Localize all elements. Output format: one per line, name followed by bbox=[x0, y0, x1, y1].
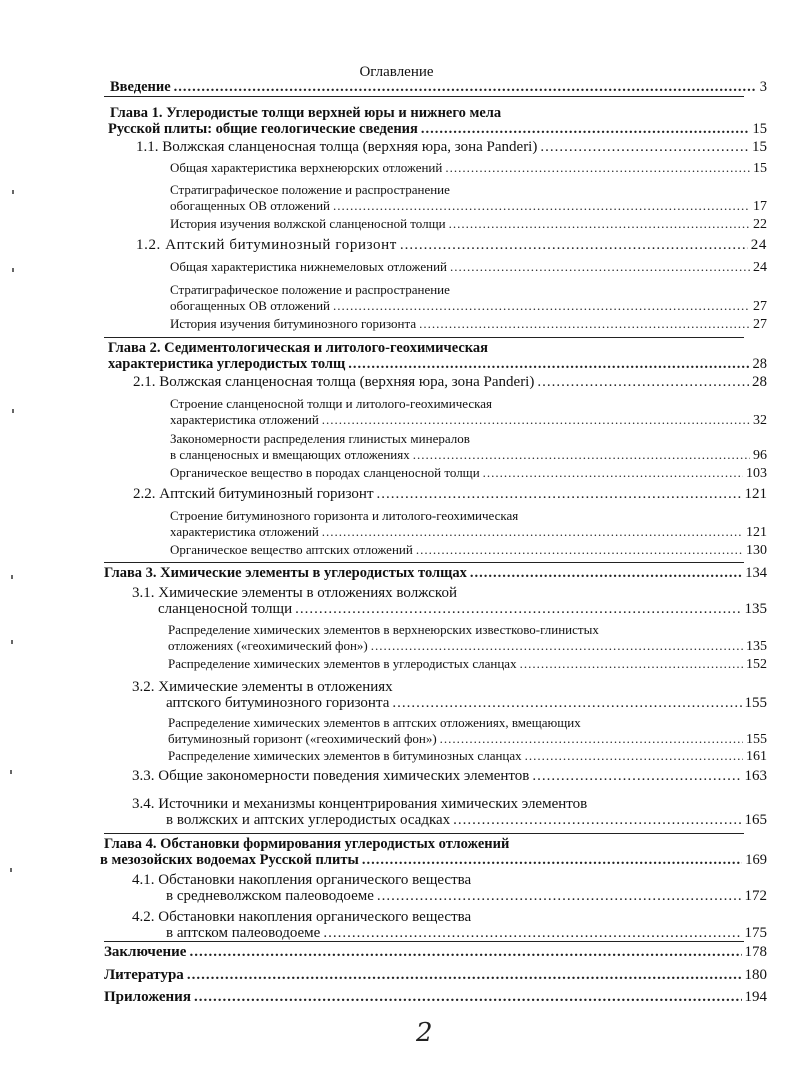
dot-leader bbox=[450, 259, 750, 275]
toc-entry-title: Строение сланценосной толщи и литолого-геохимическая bbox=[170, 396, 493, 411]
toc-entry-subsection[interactable] bbox=[170, 465, 767, 482]
toc-entry-section-3-1[interactable] bbox=[132, 585, 767, 617]
toc-entry-chapter-4[interactable] bbox=[100, 836, 767, 868]
dot-leader bbox=[377, 486, 742, 502]
toc-entry-title: Глава 4. Обстановки формирования углеродистых отложений bbox=[104, 836, 510, 852]
toc-entry-page: 163 bbox=[744, 768, 767, 784]
toc-entry-title-cont: сланценосной толщи bbox=[158, 601, 293, 617]
toc-entry-page: 22 bbox=[753, 217, 767, 232]
toc-entry-title: 3.3. Общие закономерности поведения химических элементов bbox=[132, 768, 530, 784]
toc-entry-subsection[interactable] bbox=[168, 715, 767, 748]
dot-leader bbox=[449, 216, 750, 232]
toc-entry-title-cont: в волжских и аптских углеродистых осадках bbox=[166, 812, 451, 828]
toc-entry-subsection[interactable] bbox=[170, 216, 767, 233]
toc-entry-page: 155 bbox=[746, 732, 767, 747]
handwritten-page-number: 2 bbox=[416, 1018, 433, 1048]
scan-speck bbox=[10, 770, 12, 774]
toc-entry-page: 96 bbox=[753, 448, 767, 463]
toc-entry-title-cont: в сланценосных и вмещающих отложениях bbox=[170, 447, 410, 462]
dot-leader bbox=[483, 465, 743, 481]
divider bbox=[104, 833, 744, 834]
toc-entry-page: 103 bbox=[746, 466, 767, 481]
toc-entry-title: 3.1. Химические элементы в отложениях волжской bbox=[132, 585, 457, 601]
dot-leader bbox=[470, 565, 742, 581]
toc-entry-title: Общая характеристика нижнемеловых отложений bbox=[170, 259, 448, 274]
dot-leader bbox=[453, 812, 741, 828]
dot-leader bbox=[322, 412, 750, 428]
dot-leader bbox=[525, 748, 743, 764]
dot-leader bbox=[537, 374, 749, 390]
toc-entry-page: 32 bbox=[753, 413, 767, 428]
toc-entry-subsection[interactable] bbox=[170, 396, 767, 429]
toc-entry-page: 134 bbox=[745, 565, 767, 581]
toc-entry-title: Глава 2. Седиментологическая и литолого-геохимическая bbox=[108, 340, 488, 356]
toc-entry-page: 161 bbox=[746, 749, 767, 764]
dot-leader bbox=[416, 542, 743, 558]
scan-speck bbox=[12, 409, 14, 413]
toc-entry-title-cont: обогащенных ОВ отложений bbox=[170, 298, 331, 313]
toc-entry-page: 27 bbox=[753, 299, 767, 314]
scan-speck bbox=[11, 640, 13, 644]
dot-leader bbox=[187, 967, 742, 983]
toc-entry-title: Литература bbox=[104, 967, 184, 983]
dot-leader bbox=[295, 601, 741, 617]
toc-entry-title: 1.1. Волжская сланценосная толща (верхняя юра, зона Panderi) bbox=[136, 139, 538, 155]
toc-entry-subsection[interactable] bbox=[170, 542, 767, 559]
toc-entry-section-2-1[interactable] bbox=[133, 374, 767, 390]
toc-entry-title-cont: Русской плиты: общие геологические сведения bbox=[108, 121, 418, 137]
dot-leader bbox=[392, 695, 741, 711]
dot-leader bbox=[377, 888, 742, 904]
toc-entry-title-cont: в аптском палеоводоеме bbox=[166, 925, 321, 941]
dot-leader bbox=[333, 198, 750, 214]
toc-entry-title: 2.1. Волжская сланценосная толща (верхняя юра, зона Panderi) bbox=[133, 374, 535, 390]
toc-entry-title: Закономерности распределения глинистых минералов bbox=[170, 431, 470, 446]
dot-leader bbox=[333, 298, 750, 314]
toc-entry-page: 135 bbox=[746, 639, 767, 654]
toc-entry-title: Заключение bbox=[104, 944, 187, 960]
toc-entry-section-3-4[interactable] bbox=[132, 796, 767, 828]
page-title: Оглавление bbox=[359, 64, 434, 80]
toc-entry-page: 169 bbox=[745, 852, 767, 868]
dot-leader bbox=[440, 731, 743, 747]
toc-entry-section-3-3[interactable] bbox=[132, 768, 767, 784]
toc-entry-page: 130 bbox=[746, 543, 767, 558]
toc-entry-appendices[interactable] bbox=[104, 989, 767, 1005]
toc-entry-page: 28 bbox=[752, 356, 767, 372]
toc-entry-title: 1.2. Аптский битуминозный горизонт bbox=[136, 237, 397, 253]
divider bbox=[104, 96, 744, 97]
dot-leader bbox=[520, 656, 743, 672]
toc-entry-title-cont: обогащенных ОВ отложений bbox=[170, 198, 331, 213]
dot-leader bbox=[400, 237, 748, 253]
dot-leader bbox=[540, 139, 749, 155]
dot-leader bbox=[174, 79, 757, 95]
toc-entry-subsection[interactable] bbox=[170, 431, 767, 464]
toc-entry-page: 15 bbox=[753, 161, 767, 176]
toc-entry-conclusion[interactable] bbox=[104, 944, 767, 960]
toc-entry-page: 152 bbox=[746, 657, 767, 672]
toc-entry-title: 4.2. Обстановки накопления органического вещества bbox=[132, 909, 472, 925]
toc-entry-section-1-2[interactable] bbox=[136, 237, 767, 253]
toc-entry-chapter-1[interactable] bbox=[110, 105, 767, 137]
toc-entry-page: 24 bbox=[750, 237, 767, 253]
toc-entry-title: Общая характеристика верхнеюрских отложений bbox=[170, 160, 443, 175]
toc-entry-page: 28 bbox=[752, 374, 767, 390]
toc-entry-page: 175 bbox=[744, 925, 767, 941]
scan-speck bbox=[12, 268, 14, 272]
toc-entry-page: 194 bbox=[744, 989, 767, 1005]
toc-entry-title: Распределение химических элементов в аптских отложениях, вмещающих bbox=[168, 715, 581, 730]
toc-entry-subsection[interactable] bbox=[168, 748, 767, 765]
toc-entry-title-cont: характеристика отложений bbox=[170, 524, 319, 539]
toc-entry-page: 172 bbox=[744, 888, 767, 904]
toc-entry-title: История изучения битуминозного горизонта bbox=[170, 316, 417, 331]
toc-entry-subsection[interactable] bbox=[170, 160, 767, 177]
dot-leader bbox=[445, 160, 750, 176]
toc-entry-section-3-2[interactable] bbox=[132, 679, 767, 711]
toc-entry-title: История изучения волжской сланценосной толщи bbox=[170, 216, 446, 231]
toc-entry-title: Органическое вещество в породах сланценосной толщи bbox=[170, 465, 480, 480]
toc-entry-subsection[interactable] bbox=[170, 508, 767, 541]
toc-entry-page: 155 bbox=[744, 695, 767, 711]
toc-entry-section-1-1[interactable] bbox=[136, 139, 767, 155]
toc-entry-title: Строение битуминозного горизонта и литолого-геохимическая bbox=[170, 508, 519, 523]
dot-leader bbox=[323, 925, 741, 941]
toc-entry-subsection[interactable] bbox=[168, 656, 767, 673]
toc-entry-page: 165 bbox=[744, 812, 767, 828]
toc-entry-page: 121 bbox=[744, 486, 767, 502]
toc-entry-page: 135 bbox=[744, 601, 767, 617]
dot-leader bbox=[189, 944, 741, 960]
dot-leader bbox=[371, 638, 743, 654]
toc-entry-title-cont: в средневолжском палеоводоеме bbox=[166, 888, 374, 904]
toc-entry-subsection[interactable] bbox=[168, 622, 767, 655]
toc-entry-section-4-1[interactable] bbox=[132, 872, 767, 904]
toc-entry-title-cont: отложениях («геохимический фон») bbox=[168, 638, 368, 653]
dot-leader bbox=[194, 989, 742, 1005]
toc-entry-page: 3 bbox=[759, 79, 767, 95]
dot-leader bbox=[322, 524, 743, 540]
dot-leader bbox=[532, 768, 741, 784]
toc-entry-literature[interactable] bbox=[104, 967, 767, 983]
toc-entry-introduction[interactable] bbox=[110, 79, 767, 95]
dot-leader bbox=[419, 316, 750, 332]
toc-entry-title-cont: аптского битуминозного горизонта bbox=[166, 695, 390, 711]
toc-entry-title-cont: битуминозный горизонт («геохимический фон») bbox=[168, 731, 437, 746]
toc-entry-title: 3.4. Источники и механизмы концентрирования химических элементов bbox=[132, 796, 588, 812]
toc-entry-title: Органическое вещество аптских отложений bbox=[170, 542, 413, 557]
toc-entry-subsection[interactable] bbox=[170, 282, 767, 315]
toc-entry-section-4-2[interactable] bbox=[132, 909, 767, 941]
toc-entry-title: Глава 1. Углеродистые толщи верхней юры и нижнего мела bbox=[110, 105, 502, 121]
toc-entry-page: 27 bbox=[753, 317, 767, 332]
toc-entry-page: 121 bbox=[746, 525, 767, 540]
toc-entry-title-cont: в мезозойских водоемах Русской плиты bbox=[100, 852, 359, 868]
toc-entry-chapter-3[interactable] bbox=[104, 565, 767, 581]
toc-entry-page: 24 bbox=[753, 260, 767, 275]
toc-entry-title: Приложения bbox=[104, 989, 191, 1005]
toc-entry-title: Глава 3. Химические элементы в углеродистых толщах bbox=[104, 565, 467, 581]
dot-leader bbox=[413, 447, 750, 463]
scan-speck bbox=[12, 190, 14, 194]
toc-entry-title: Распределение химических элементов в углеродистых сланцах bbox=[168, 656, 517, 671]
toc-entry-title: 4.1. Обстановки накопления органического вещества bbox=[132, 872, 472, 888]
toc-entry-subsection[interactable] bbox=[170, 259, 767, 276]
dot-leader bbox=[421, 121, 750, 137]
divider bbox=[104, 562, 744, 563]
toc-entry-title: Стратиграфическое положение и распространение bbox=[170, 182, 450, 197]
dot-leader bbox=[362, 852, 742, 868]
toc-entry-page: 15 bbox=[752, 139, 767, 155]
scan-speck bbox=[11, 575, 13, 579]
toc-entry-title-cont: характеристика углеродистых толщ bbox=[108, 356, 346, 372]
toc-entry-page: 15 bbox=[752, 121, 767, 137]
toc-entry-subsection[interactable] bbox=[170, 182, 767, 215]
toc-entry-page: 178 bbox=[744, 944, 767, 960]
toc-entry-subsection[interactable] bbox=[170, 316, 767, 333]
scan-speck bbox=[10, 868, 12, 872]
toc-entry-title: 3.2. Химические элементы в отложениях bbox=[132, 679, 393, 695]
dot-leader bbox=[348, 356, 749, 372]
toc-entry-title: Стратиграфическое положение и распространение bbox=[170, 282, 450, 297]
toc-entry-page: 180 bbox=[744, 967, 767, 983]
toc-entry-title: Распределение химических элементов в верхнеюрских известково-глинистых bbox=[168, 622, 599, 637]
toc-entry-page: 17 bbox=[753, 199, 767, 214]
divider bbox=[104, 941, 744, 942]
toc-entry-title: Распределение химических элементов в битуминозных сланцах bbox=[168, 748, 522, 763]
toc-entry-title-cont: характеристика отложений bbox=[170, 412, 319, 427]
toc-entry-chapter-2[interactable] bbox=[108, 340, 767, 372]
toc-entry-title: Введение bbox=[110, 79, 171, 95]
toc-entry-section-2-2[interactable] bbox=[133, 486, 767, 502]
divider bbox=[104, 337, 744, 338]
toc-entry-title: 2.2. Аптский битуминозный горизонт bbox=[133, 486, 374, 502]
